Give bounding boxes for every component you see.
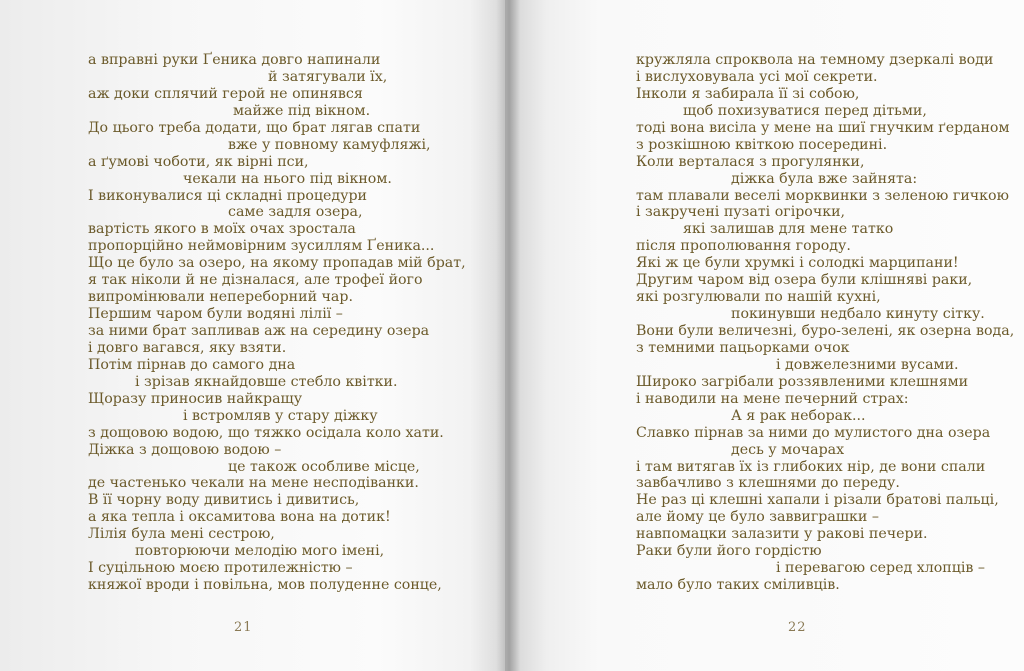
- text-line: після прополювання городу.: [636, 238, 851, 255]
- text-line: Коли верталася з прогулянки,: [636, 153, 865, 170]
- text-line: повторюючи мелодію мого імені,: [135, 543, 385, 560]
- text-line: за ними брат запливав аж на середину озера: [88, 323, 430, 339]
- text-line: вже у повному камуфляжі,: [228, 136, 431, 153]
- text-line: Потім пірнав до самого дна: [88, 356, 296, 373]
- text-line: аж доки сплячий герой не опинявся: [88, 85, 363, 102]
- left-page-number: 21: [234, 620, 253, 635]
- text-line: Інколи я забирала її зі собою,: [636, 85, 860, 102]
- text-line: Не раз ці клешні хапали і різали братові пальці,: [636, 492, 999, 509]
- left-page-text: [88, 52, 466, 594]
- text-line: Широко загрібали роззявленими клешнями: [636, 373, 969, 390]
- text-line: і перевагою серед хлопців –: [776, 560, 985, 577]
- right-page: [505, 0, 1024, 671]
- right-page-text: [636, 52, 1014, 594]
- text-line: це також особливе місце,: [228, 458, 420, 475]
- text-line: де частенько чекали на мене несподіванки.: [88, 475, 419, 492]
- text-line: І виконувалися ці складні процедури: [88, 187, 368, 204]
- text-line: і зрізав якнайдовше стебло квітки.: [135, 373, 398, 390]
- text-line: й затягували їх,: [268, 68, 388, 85]
- text-line: але йому це було заввиграшки –: [636, 509, 879, 526]
- text-line: з розкішною квіткою посередині.: [636, 136, 888, 153]
- text-line: Які ж це були хрумкі і солодкі марципани!: [636, 255, 959, 272]
- text-line: з дощовою водою, що тяжко осідала коло хати.: [88, 424, 444, 441]
- text-line: я так ніколи й не дізналася, але трофеї його: [88, 272, 423, 289]
- text-line: випромінювали непереборний чар.: [88, 289, 353, 306]
- text-line: пропорційно неймовірним зусиллям Ґеника...: [88, 238, 435, 255]
- book-gutter-shadow: [496, 0, 520, 671]
- text-line: і там витягав їх із глибоких нір, де вони спали: [636, 458, 986, 475]
- text-line: майже під вікном.: [233, 102, 371, 119]
- text-line: Діжка з дощовою водою –: [88, 441, 282, 458]
- text-line: і наводили на мене печерний страх:: [636, 390, 909, 407]
- text-line: покинувши недбало кинуту сітку.: [731, 306, 985, 323]
- text-line: навпомацки залазити у ракові печери.: [636, 526, 928, 543]
- text-line: і вислуховувала усі мої секрети.: [636, 68, 878, 85]
- text-line: Першим чаром були водяні лілії –: [88, 306, 343, 323]
- text-line: В її чорну воду дивитись і дивитись,: [88, 492, 360, 509]
- text-line: Вони були величезні, буро-зелені, як озерна вода,: [636, 323, 1015, 339]
- text-line: там плавали веселі морквинки з зеленою гичкою: [636, 187, 1009, 204]
- text-line: До цього треба додати, що брат лягав спати: [88, 119, 421, 136]
- text-line: а ґумові чоботи, як вірні пси,: [88, 153, 309, 170]
- text-line: і закручені пузаті огірочки,: [636, 204, 846, 221]
- text-line: Раки були його гордістю: [636, 543, 822, 560]
- text-line: з темними пацьорками очок: [636, 339, 850, 356]
- text-line: і встромляв у стару діжку: [183, 407, 378, 424]
- text-line: тоді вона висіла у мене на шиї гнучким ґерданом: [636, 119, 1010, 136]
- text-line: вартість якого в моїх очах зростала: [88, 221, 356, 238]
- text-line: Щоразу приносив найкращу: [88, 390, 303, 407]
- text-line: а яка тепла і оксамитова вона на дотик!: [88, 509, 391, 526]
- text-line: щоб похизуватися перед дітьми,: [683, 102, 927, 119]
- text-line: Другим чаром від озера були клішняві раки,: [636, 272, 973, 289]
- text-line: княжої вроди і повільна, мов полуденне сонце,: [88, 577, 442, 594]
- text-line: які залишав для мене татко: [683, 221, 894, 238]
- text-line: саме задля озера,: [228, 204, 363, 221]
- text-line: завбачливо з клешнями до переду.: [636, 475, 900, 492]
- text-line: діжка була вже зайнята:: [731, 170, 918, 187]
- left-page: [0, 0, 505, 671]
- right-page-number: 22: [788, 620, 807, 635]
- text-line: і довго вагався, яку взяти.: [88, 339, 287, 356]
- text-line: Що це було за озеро, на якому пропадав мій брат,: [88, 255, 466, 272]
- text-line: І суцільною моєю протилежністю –: [88, 560, 353, 577]
- text-line: які розгулювали по нашій кухні,: [636, 289, 881, 306]
- text-line: Лілія була мені сестрою,: [88, 526, 275, 543]
- text-line: а вправні руки Ґеника довго напинали: [88, 52, 381, 68]
- text-line: А я рак неборак...: [731, 407, 866, 424]
- text-line: Славко пірнав за ними до мулистого дна озера: [636, 424, 991, 441]
- text-line: чекали на нього під вікном.: [183, 170, 392, 187]
- text-line: і довжелезними вусами.: [776, 356, 959, 373]
- text-line: мало було таких сміливців.: [636, 577, 840, 594]
- text-line: кружляла спроквола на темному дзеркалі води: [636, 52, 994, 68]
- text-line: десь у мочарах: [731, 441, 845, 458]
